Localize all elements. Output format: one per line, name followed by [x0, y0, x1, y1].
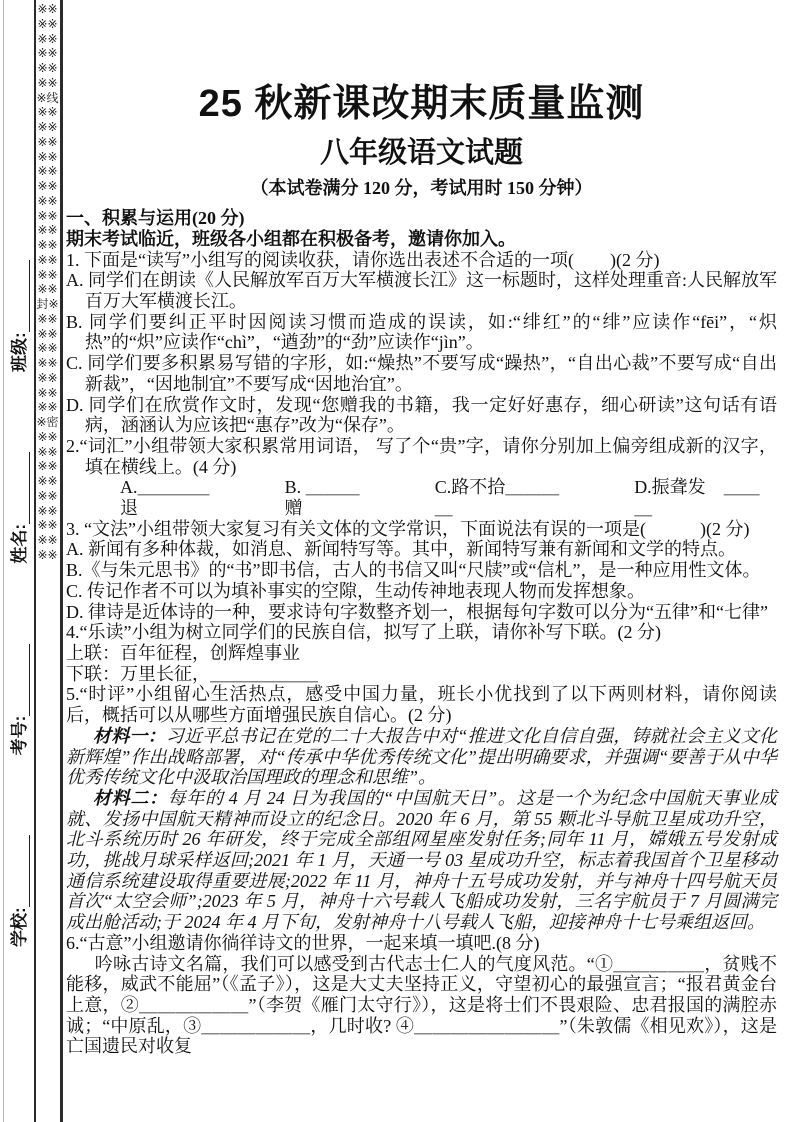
school-label: 学校: — [9, 907, 29, 947]
question-6-stem: 6.“古意”小组邀请你徜徉诗文的世界，一起来填一填吧.(8 分) — [66, 932, 540, 953]
school-blank-line — [11, 835, 30, 907]
question-1-stem: 1. 下面是“读写”小组写的阅读收获，请你选出表述不合适的一项( )(2 分) — [66, 249, 660, 270]
exam-number-blank-line — [11, 644, 30, 716]
question-4-upper-couplet: 上联：百年征程，创辉煌事业 — [66, 643, 300, 663]
name-blank-line — [11, 452, 30, 524]
page-title: 25 秋新课改期末质量监测 — [198, 83, 645, 125]
exam-number-field — [5, 644, 30, 756]
student-info-strip — [0, 0, 34, 1122]
name-field — [5, 452, 30, 564]
name-label: 姓名: — [9, 523, 29, 564]
seal-marks-column: ※※※※※※※※※※※※※线※※※※※※※※※※※※※※※※※※※※※※※※※※封※※※※※※※※※※※※※※※※密※※※※※※※※※※※※※※※※※※ — [36, 2, 59, 562]
page-subtitle: 八年级语文试题 — [319, 137, 523, 170]
question-2-option-c: C.路不拾＿＿＿＿ — [434, 477, 560, 519]
school-field — [5, 835, 30, 947]
question-2-stem: 2.“词汇”小组带领大家积累常用词语， 写了个“贵”字，请你分别加上偏旁组成新的汉字，填在横线上。(4 分) — [66, 435, 777, 477]
question-3-option-a: A. 新闻有多种体裁，如消息、新闻特写等。其中，新闻特写兼有新闻和文学的特点。 — [66, 539, 736, 560]
question-4-lower-couplet: 下联：万里长征，＿＿＿＿＿＿ — [66, 663, 318, 684]
question-3-stem: 3. “文法”小组带领大家复习有关文体的文学常识，下面说法有误的一项是( )(2 分) — [66, 518, 750, 539]
question-2-option-d: D.振聋发 ＿＿＿ — [634, 477, 760, 519]
exam-meta: （本试卷满分 120 分，考试用时 150 分钟） — [250, 177, 593, 198]
question-3-option-b: B.《与朱元思书》的“书”即书信，古人的书信又叫“尺牍”或“信札”，是一种应用性文体。 — [66, 560, 761, 581]
question-5-material-2 — [66, 788, 777, 933]
material-1-label: 材料一： — [93, 725, 166, 746]
section-1-intro: 期末考试临近，班级各小组都在积极备考，邀请你加入。 — [66, 228, 516, 249]
exam-paper — [66, 0, 777, 1057]
exam-number-label: 考号: — [9, 715, 29, 756]
class-blank-line — [11, 260, 30, 332]
question-1-option-d: D. 同学们在欣赏作文时，发现“您赠我的书籍，我一定好好惠存，细心研读”这句话有语病，涵涵认为应该把“惠存”改为“保存”。 — [66, 394, 777, 436]
question-2-options-row — [66, 477, 777, 518]
question-5-stem: 5.“时评”小组留心生活热点，感受中国力量，班长小优找到了以下两则材料，请你阅读后，概括可以从哪些方面增强民族自信心。(2 分) — [66, 684, 777, 726]
question-2-option-a: A.＿＿＿＿退 — [120, 477, 210, 519]
question-5-material-1 — [66, 726, 777, 788]
question-6-body: 吟咏古诗文名篇，我们可以感受到古代志士仁人的气度风范。“①＿＿＿＿＿，贫贱不能移，威武不能屈”（《孟子》），这是大丈夫坚持正义，守望初心的最强宣言；“报君黄金台上意，②＿＿＿＿＿＿”（李贺《雁门太守行》），这是将士们不畏艰险、忠君报国的满腔赤诚；“中原乱，③＿＿＿＿＿＿，几时收? ④＿＿＿＿＿＿＿＿”（朱敦儒《相见欢》），这是亡国遗民对收复 — [66, 953, 777, 1057]
question-1-option-c: C. 同学们要多积累易写错的字形，如:“燥热”不要写成“躁热”，“自出心裁”不要写成“自出新裁”，“因地制宜”不要写成“因地治宜”。 — [66, 353, 777, 394]
question-4-stem: 4.“乐读”小组为树立同学们的民族自信，拟写了上联，请你补写下联。(2 分) — [66, 622, 661, 643]
material-2-text: 每年的 4 月 24 日为我国的“中国航天日”。这是一个为纪念中国航天事业成就、发扬中国航天精神而设立的纪念日。2020 年 6 月，第 55 颗北斗导航卫星成功升空，北斗系统历时 26 年研发，终于完成全部组网星座发射任务;同年 11 月，嫦娥五号发射成功，挑战月球采样返回;2021 年 1 月，天通一号 03 星成功升空，标志着我国首个卫星移动通信系统建设取得重要进展;2022 年 11 月，神舟十五号成功发射，并与神舟十四号航天员首次“太空会师”;2023 年 5 月，神舟十六号载人飞船成功发射，三名宇航员于 7 月圆满完成出舱活动;于 2024 年 4 月下旬，发射神舟十八号载人飞船，迎接神舟十七号乘组返回。 — [66, 787, 777, 933]
question-1-option-b: B. 同学们要纠正平时因阅读习惯而造成的误读，如:“绯红”的“绯”应读作“fēi”，“炽热”的“炽”应读作“chì”，“遒劲”的“劲”应读作“jìn”。 — [66, 311, 777, 353]
question-3-option-d: D. 律诗是近体诗的一种，要求诗句字数整齐划一，根据每句字数可以分为“五律”和“七律” — [66, 601, 768, 622]
seal-border-right — [60, 0, 63, 1122]
material-1-text: 习近平总书记在党的二十大报告中对“推进文化自信自强，铸就社会主义文化新辉煌”作出战略部署，对“传承中华优秀传统文化”提出明确要求，并强调“要善于从中华优秀传统文化中汲取治国理政的理念和思维”。 — [66, 725, 778, 788]
question-1-option-a: A. 同学们在朗读《人民解放军百万大军横渡长江》这一标题时，这样处理重音:人民解放军百万大军横渡长江。 — [66, 270, 777, 312]
class-field — [5, 260, 30, 372]
material-2-label: 材料二： — [93, 787, 168, 808]
class-label: 班级: — [9, 332, 29, 372]
question-3-option-c: C. 传记作者不可以为填补事实的空隙，生动传神地表现人物而发挥想象。 — [66, 580, 646, 601]
section-1-heading: 一、积累与运用(20 分) — [66, 208, 245, 229]
question-2-option-b: B. ＿＿＿赠 — [284, 477, 360, 519]
